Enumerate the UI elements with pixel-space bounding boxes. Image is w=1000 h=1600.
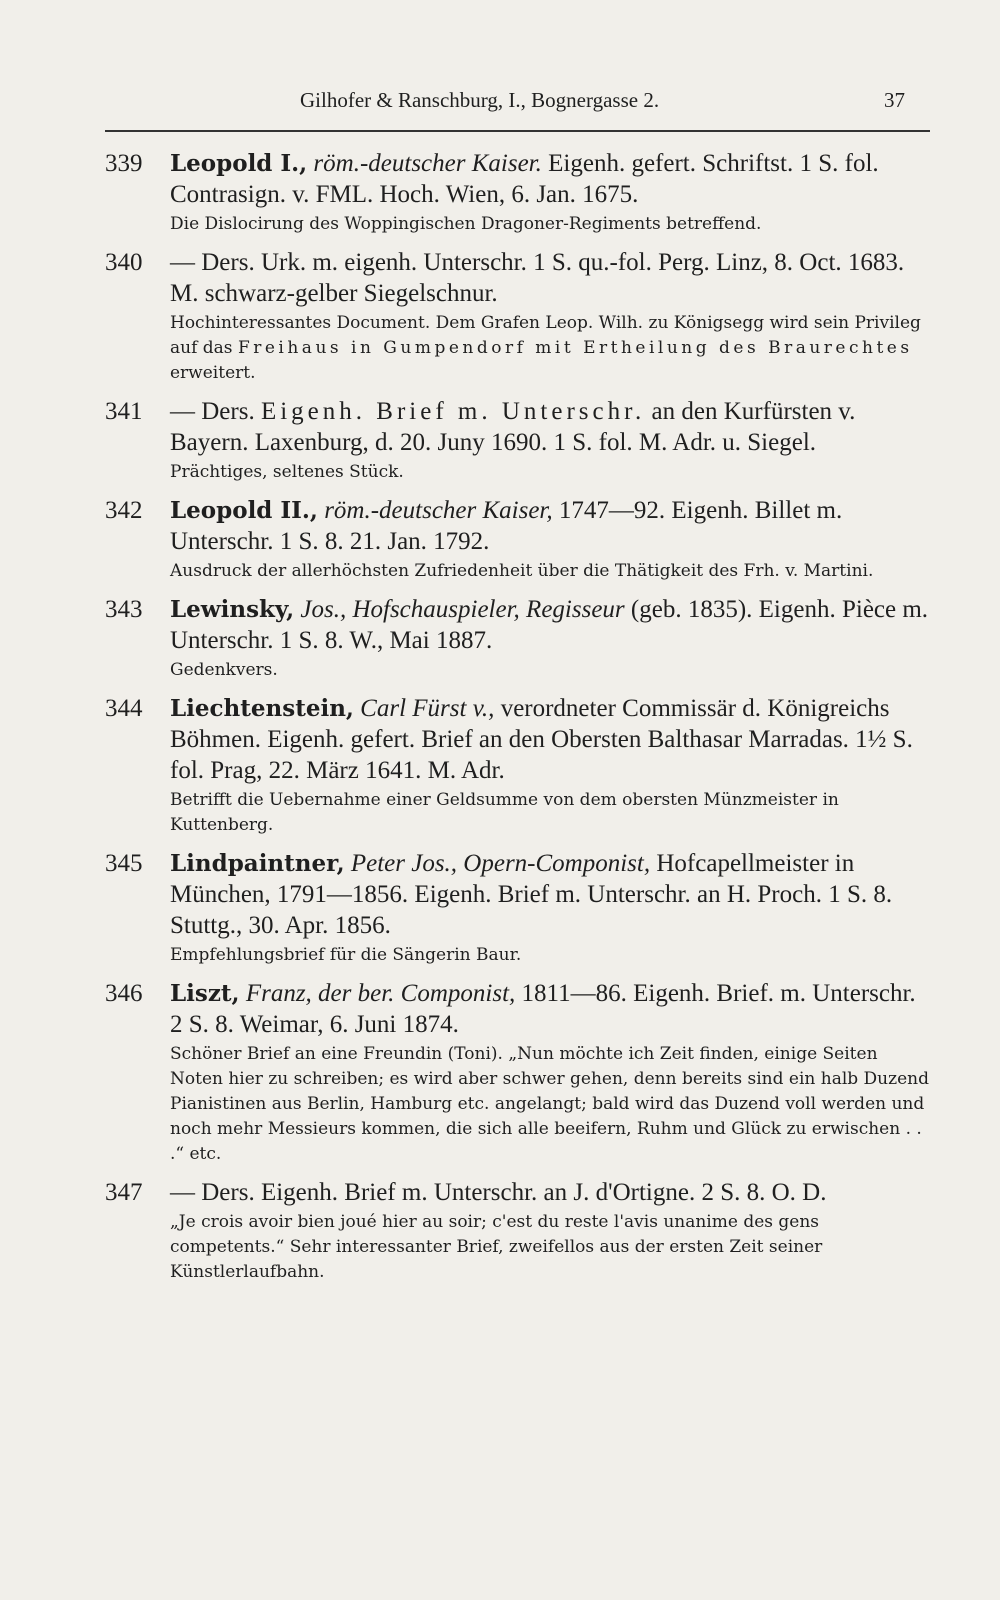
entry-text: [170, 594, 930, 656]
entry-description: Ausdruck der allerhöchsten Zufriedenheit über die Thätigkeit des Frh. v. Martini.: [170, 561, 874, 581]
entry-text: [170, 848, 930, 941]
catalog-entry-339: [105, 148, 930, 237]
entry-text: [170, 247, 930, 309]
entry-description-emphasis: Freihaus in Gumpendorf mit Ertheilung des Braurechtes: [237, 338, 913, 358]
entry-text: [170, 495, 930, 557]
catalog-entry-342: [105, 495, 930, 584]
entry-number: 341: [105, 398, 143, 425]
entry-details: 1811—86. Eigenh. Brief. m. Unterschr. 2 S. 8. Weimar, 6. Juni 1874.: [170, 980, 916, 1038]
entry-name: Lindpaintner,: [170, 850, 345, 877]
entry-details: 1747—92. Eigenh. Billet m. Unterschr. 1 S. 8. 21. Jan. 1792.: [170, 497, 843, 555]
entry-description: Gedenkvers.: [170, 660, 278, 680]
entry-details: (geb. 1835). Eigenh. Pièce m. Unterschr. 1 S. 8. W., Mai 1887.: [170, 596, 929, 654]
catalog-entry-345: [105, 848, 930, 968]
entry-name: Lewinsky,: [170, 596, 295, 623]
entry-description: Schöner Brief an eine Freundin (Toni). „Nun möchte ich Zeit finden, einige Seiten Noten hier zu schreiben; es wird aber schwer gehen, denn bereits sind ein halb Duzend Pianistinen aus Berlin, Hamburg etc. angelangt; bald wird das Duzend voll werden und noch mehr Messieurs kommen, die sich alle beeifern, Ruhm und Glück zu erwischen . . .“ etc.: [170, 1044, 929, 1164]
entry-emphasis: Eigenh. Brief m. Unterschr.: [260, 398, 646, 425]
entry-details: Hofcapellmeister in München, 1791—1856. Eigenh. Brief m. Unterschr. an H. Proch. 1 S. 8. Stuttg., 30. Apr. 1856.: [170, 850, 893, 939]
entry-text: [170, 693, 930, 786]
entry-description: [170, 311, 930, 386]
running-header: [300, 88, 905, 118]
entry-number: 344: [105, 695, 143, 722]
catalog-entry-346: [105, 978, 930, 1167]
entry-name: Leopold II.,: [170, 497, 318, 524]
entry-description-part: erweitert.: [170, 363, 256, 383]
entry-role: röm.-deutscher Kaiser,: [324, 497, 553, 524]
catalog-entries: [105, 148, 930, 1295]
entry-name: Liszt,: [170, 980, 240, 1007]
catalog-entry-347: [105, 1177, 930, 1285]
entry-lead: — Ders.: [170, 398, 255, 425]
entry-number: 346: [105, 980, 143, 1007]
header-rule: [105, 130, 930, 132]
entry-number: 342: [105, 497, 143, 524]
entry-description: Empfehlungsbrief für die Sängerin Baur.: [170, 945, 522, 965]
catalog-entry-341: [105, 396, 930, 485]
entry-details: — Ders. Urk. m. eigenh. Unterschr. 1 S. qu.-fol. Perg. Linz, 8. Oct. 1683. M. schwarz-gelber Siegelschnur.: [170, 249, 905, 307]
entry-name: Liechtenstein,: [170, 695, 354, 722]
entry-name: Leopold I.,: [170, 150, 308, 177]
entry-number: 345: [105, 850, 143, 877]
entry-role: Jos., Hofschauspieler, Regisseur: [300, 596, 625, 623]
entry-number: 339: [105, 150, 143, 177]
entry-text: [170, 396, 930, 458]
entry-details: Eigenh. gefert. Schriftst. 1 S. fol. Contrasign. v. FML. Hoch. Wien, 6. Jan. 1675.: [170, 150, 879, 208]
header-title: Gilhofer & Ranschburg, I., Bognergasse 2.: [300, 88, 660, 112]
entry-number: 347: [105, 1179, 143, 1206]
entry-text: [170, 148, 930, 210]
entry-description: Die Dislocirung des Woppingischen Dragoner-Regiments betreffend.: [170, 214, 762, 234]
catalog-entry-340: [105, 247, 930, 386]
entry-text: [170, 978, 930, 1040]
entry-details: — Ders. Eigenh. Brief m. Unterschr. an J. d'Ortigne. 2 S. 8. O. D.: [170, 1179, 827, 1206]
entry-description: „Je crois avoir bien joué hier au soir; c'est du reste l'avis unanime des gens competents.“ Sehr interessanter Brief, zweifellos aus der ersten Zeit seiner Künstlerlaufbahn.: [170, 1212, 823, 1282]
entry-role: Franz, der ber. Componist,: [245, 980, 516, 1007]
entry-role: Peter Jos., Opern-Componist,: [350, 850, 651, 877]
entry-description-part: Hochinteressantes Document. Dem Grafen Leop. Wilh. zu Königsegg wird sein Privileg auf das: [170, 313, 921, 358]
entry-details: an den Kurfürsten v. Bayern. Laxenburg, d. 20. Juny 1690. 1 S. fol. M. Adr. u. Siegel.: [170, 398, 856, 456]
entry-role: röm.-deutscher Kaiser.: [313, 150, 542, 177]
entry-description: Betrifft die Uebernahme einer Geldsumme von dem obersten Münzmeister in Kuttenberg.: [170, 790, 839, 835]
entry-text: [170, 1177, 930, 1208]
entry-details: verordneter Commissär d. Königreichs Böhmen. Eigenh. gefert. Brief an den Obersten Balthasar Marradas. 1½ S. fol. Prag, 22. März 1641. M. Adr.: [170, 695, 913, 784]
catalog-entry-343: [105, 594, 930, 683]
entry-number: 340: [105, 249, 143, 276]
entry-role: Carl Fürst v.,: [360, 695, 495, 722]
catalog-entry-344: [105, 693, 930, 838]
page-number: 37: [884, 88, 905, 112]
entry-description: Prächtiges, seltenes Stück.: [170, 462, 404, 482]
entry-number: 343: [105, 596, 143, 623]
